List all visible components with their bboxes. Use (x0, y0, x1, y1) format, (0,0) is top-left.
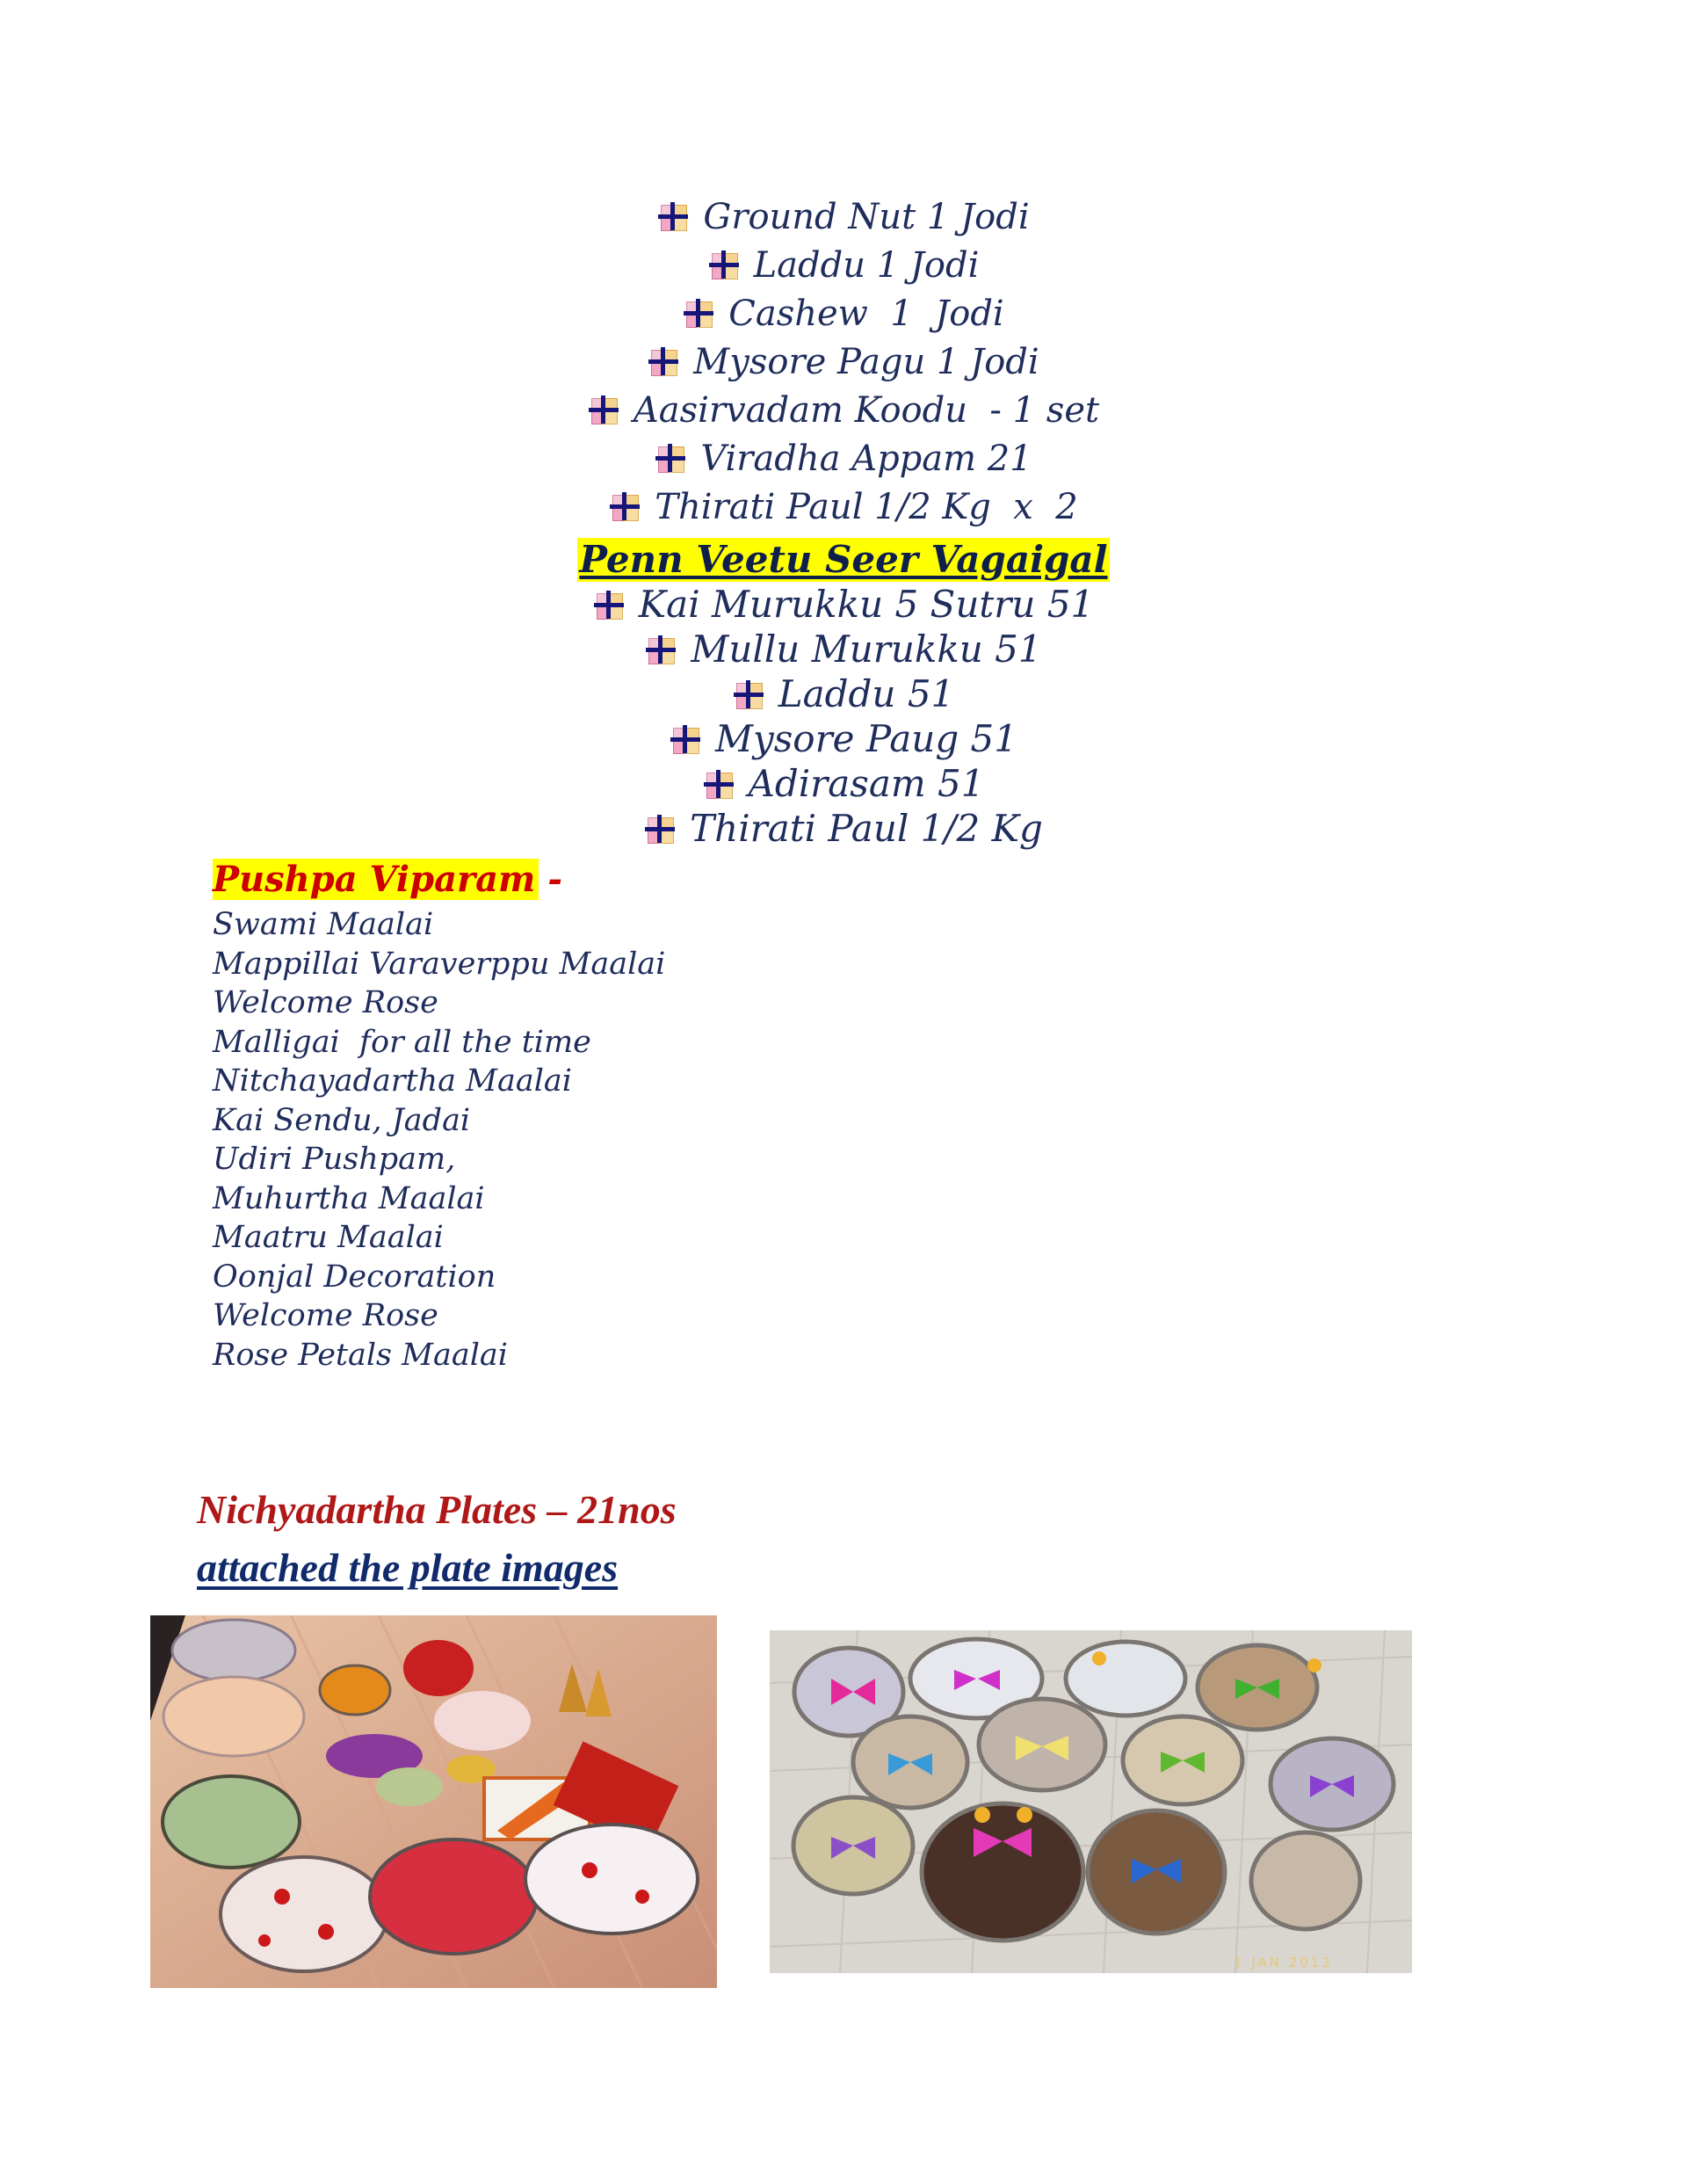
list-item (0, 806, 1687, 851)
list-item-text: Mysore Pagu 1 Jodi (693, 342, 1039, 382)
list-item-text: Mullu Murukku 51 (691, 628, 1042, 671)
plates-photo-right-drawing (770, 1630, 1412, 1973)
list-item-text: Cashew 1 Jodi (728, 294, 1004, 334)
list-item-text: Laddu 1 Jodi (753, 245, 980, 286)
list-item-text: Laddu 51 (778, 672, 955, 715)
list-item: Udiri Pushpam, (213, 1142, 456, 1177)
cross-square-bullet-icon (670, 725, 701, 753)
pushpa-heading: Pushpa Viparam (213, 859, 539, 900)
cross-square-bullet-icon (593, 591, 625, 619)
cross-square-bullet-icon (644, 815, 676, 843)
list-item-text: Aasirvadam Koodu - 1 set (633, 390, 1100, 431)
list-item: Welcome Rose (213, 1298, 438, 1333)
plates-photo-right (770, 1630, 1412, 1973)
pushpa-list (213, 905, 665, 1375)
list-item-text: Ground Nut 1 Jodi (703, 197, 1030, 237)
list-item (0, 193, 1687, 242)
list-item (0, 435, 1687, 483)
cross-square-bullet-icon (657, 202, 689, 230)
photo-date-stamp: 1 JAN 2012 (1234, 1955, 1333, 1970)
list-item: Maatru Maalai (213, 1220, 444, 1255)
list-item-text: Kai Murukku 5 Sutru 51 (638, 583, 1095, 626)
list-item (0, 761, 1687, 806)
list-item: Nitchayadartha Maalai (213, 1063, 572, 1099)
penn-veetu-heading: Penn Veetu Seer Vagaigal (579, 538, 1108, 581)
list-item: Rose Petals Maalai (213, 1337, 508, 1373)
pushpa-heading-block (213, 858, 562, 902)
cross-square-bullet-icon (655, 444, 686, 472)
cross-square-bullet-icon (588, 395, 619, 424)
list-item (0, 338, 1687, 387)
list-item (0, 671, 1687, 716)
pushpa-heading-dash: - (547, 859, 562, 900)
cross-square-bullet-icon (648, 347, 679, 375)
list-item (0, 716, 1687, 761)
list-item: Malligai for all the time (213, 1024, 591, 1060)
list-item (0, 582, 1687, 627)
list-item: Oonjal Decoration (213, 1259, 496, 1295)
list-item-text: Mysore Paug 51 (715, 717, 1017, 760)
plates-title: Nichyadartha Plates – 21nos (197, 1487, 677, 1532)
list-item-text: Thirati Paul 1/2 Kg x 2 (655, 487, 1078, 527)
plates-photo-left (150, 1615, 717, 1988)
list-item (0, 483, 1687, 532)
list-item: Muhurtha Maalai (213, 1180, 485, 1216)
list-item-text: Thirati Paul 1/2 Kg (690, 807, 1043, 850)
list-item: Swami Maalai (213, 907, 434, 942)
plates-photo-left-drawing (150, 1615, 717, 1988)
list-item-text: Adirasam 51 (748, 762, 985, 805)
plates-subtitle: attached the plate images (197, 1545, 619, 1590)
cross-square-bullet-icon (708, 250, 740, 279)
penn-veetu-list (0, 582, 1687, 851)
cross-square-bullet-icon (645, 635, 677, 664)
list-item: Mappillai Varaverppu Maalai (213, 946, 666, 982)
list-item (0, 387, 1687, 435)
cross-square-bullet-icon (703, 770, 735, 798)
mapillai-seer-list (0, 193, 1687, 532)
list-item: Kai Sendu, Jadai (213, 1102, 471, 1138)
list-item: Welcome Rose (213, 985, 438, 1020)
cross-square-bullet-icon (609, 492, 641, 520)
list-item-text: Viradha Appam 21 (700, 439, 1032, 479)
list-item (0, 290, 1687, 338)
penn-veetu-heading-block (0, 538, 1687, 582)
list-item (0, 242, 1687, 290)
cross-square-bullet-icon (683, 299, 714, 327)
list-item (0, 627, 1687, 671)
cross-square-bullet-icon (733, 680, 764, 708)
